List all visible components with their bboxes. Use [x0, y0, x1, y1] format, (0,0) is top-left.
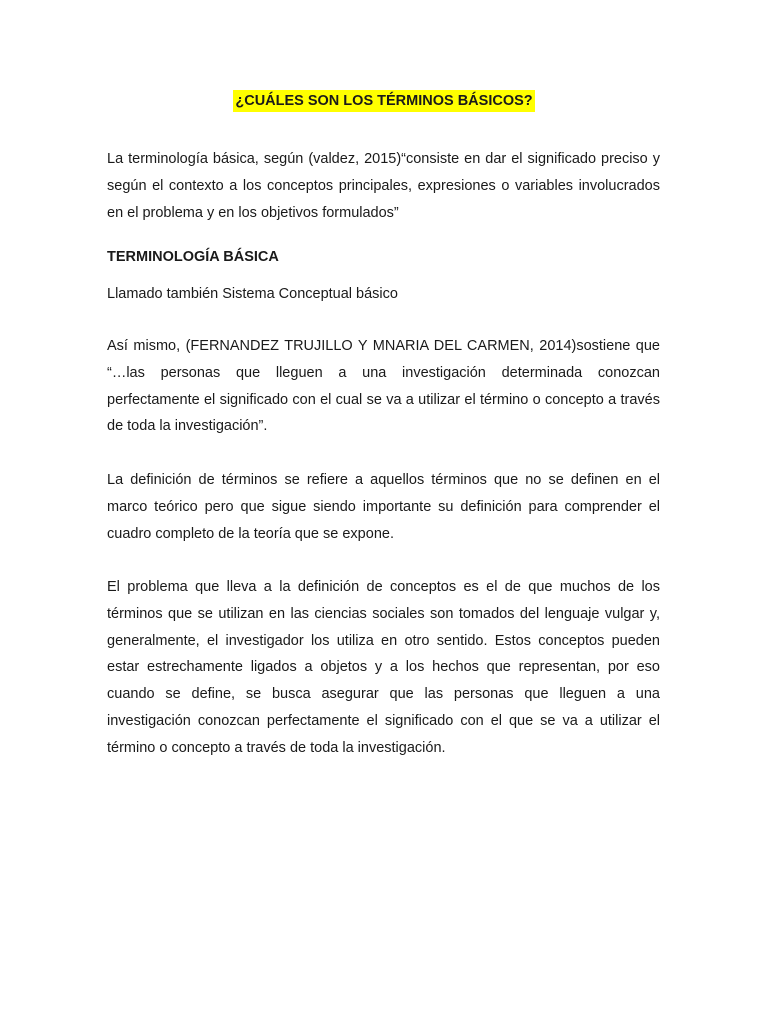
paragraph-definition: La definición de términos se refiere a aquellos términos que no se definen en el marco teórico pero que sigue siendo importante su definición para comprender el cuadro completo de la teoría que se expone.	[107, 472, 660, 542]
section-heading: TERMINOLOGÍA BÁSICA	[107, 249, 279, 265]
intro-paragraph: La terminología básica, según (valdez, 2015)“consiste en dar el significado preciso y según el contexto a los conceptos principales, expresiones o variables involucrados en el problema y en los objetivos formulados”	[107, 151, 660, 221]
subtitle-line: Llamado también Sistema Conceptual básico	[107, 286, 398, 302]
title-container	[0, 90, 768, 112]
paragraph-quote: Así mismo, (FERNANDEZ TRUJILLO Y MNARIA DEL CARMEN, 2014)sostiene que “…las personas que lleguen a una investigación determinada conozcan perfectamente el significado con el cual se va a utilizar el término o concepto a través de toda la investigación”.	[107, 338, 660, 435]
paragraph-problem: El problema que lleva a la definición de conceptos es el de que muchos de los términos que se utilizan en las ciencias sociales son tomados del lenguaje vulgar y, generalmente, el investigador los utiliza en otro sentido. Estos conceptos pueden estar estrechamente ligados a objetos y a los hechos que representan, por eso cuando se define, se busca asegurar que las personas que lleguen a una investigación conozcan perfectamente el significado con el que se va a utilizar el término o concepto a través de toda la investigación.	[107, 579, 660, 756]
page-title: ¿CUÁLES SON LOS TÉRMINOS BÁSICOS?	[233, 90, 534, 112]
